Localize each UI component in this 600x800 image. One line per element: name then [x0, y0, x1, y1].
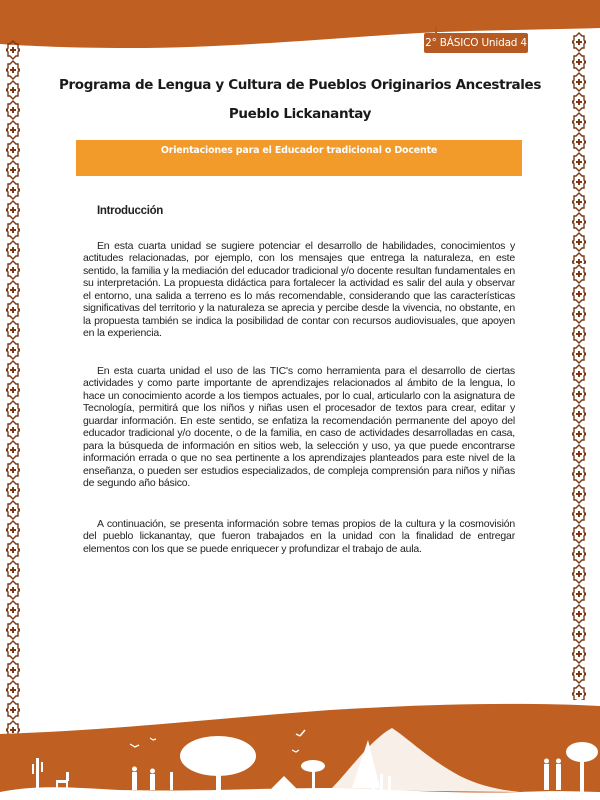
paragraph-1: En esta cuarta unidad se sugiere potenciar el desarrollo de habilidades, conocimientos y actitudes relacionadas, por ejemplo, con los mensajes que entrega la naturaleza, en este sentido, la familia y la mediación del educador tradicional y/o docente resultan fundamentales en su interpretación. La propuesta didáctica para fortalecer la actividad es salir del aula y observar el entorno, una salida a terreno es lo más recomendable, considerando que las características significativas del territorio y la naturaleza se aprecia y percibe desde la vivencia, no obstante, en la propuesta también se indica la posibilidad de contar con recursos audiovisuales, que apoyen en la experiencia. [83, 239, 515, 339]
andean-border-left-icon [6, 40, 20, 760]
paragraph-3: A continuación, se presenta información sobre temas propios de la cultura y la cosmovisión del pueblo lickanantay, que fueron trabajados en la unidad con la finalidad de entregar elementos con los que se puede enriquecer y profundizar el trabajo de aula. [83, 517, 515, 555]
paragraph-2: En esta cuarta unidad el uso de las TIC's como herramienta para el desarrollo de ciertas actividades y como parte importante de aprendizajes relacionados al ámbito de la lengua, lo hace un conocimiento acorde a los tiempos actuales, por lo cual, articularlo con la asignatura de Tecnología, permitirá que los niños y niñas usen el procesador de textos para crear, editar y guardar información. En este sentido, se enfatiza la recomendación permanente del apoyo del educador tradicional y/o docente, o de la familia, en caso de actividades desarrolladas en casa, para la búsqueda de información en sitios web, la selección y uso, ya que puede encontrarse información errada o que no sea pertinente a los aprendizajes planteados para este nivel de la enseñanza, o pueden ser estudios especializados, de compleja comprensión para niños y niñas de segundo año básico. [83, 364, 515, 489]
section-heading: Introducción [97, 205, 164, 217]
footer-landscape-icon [0, 700, 600, 800]
section-banner-label: Orientaciones para el Educador tradicional o Docente [160, 145, 438, 156]
page-title: Programa de Lengua y Cultura de Pueblos Originarios Ancestrales [58, 77, 542, 93]
andean-border-right-icon [572, 32, 586, 264]
andean-border-right-lower-icon [572, 264, 586, 700]
section-banner [76, 140, 522, 176]
grade-unit-badge: 2° BÁSICO Unidad 4 [424, 33, 528, 53]
page-subtitle: Pueblo Lickanantay [228, 106, 372, 122]
